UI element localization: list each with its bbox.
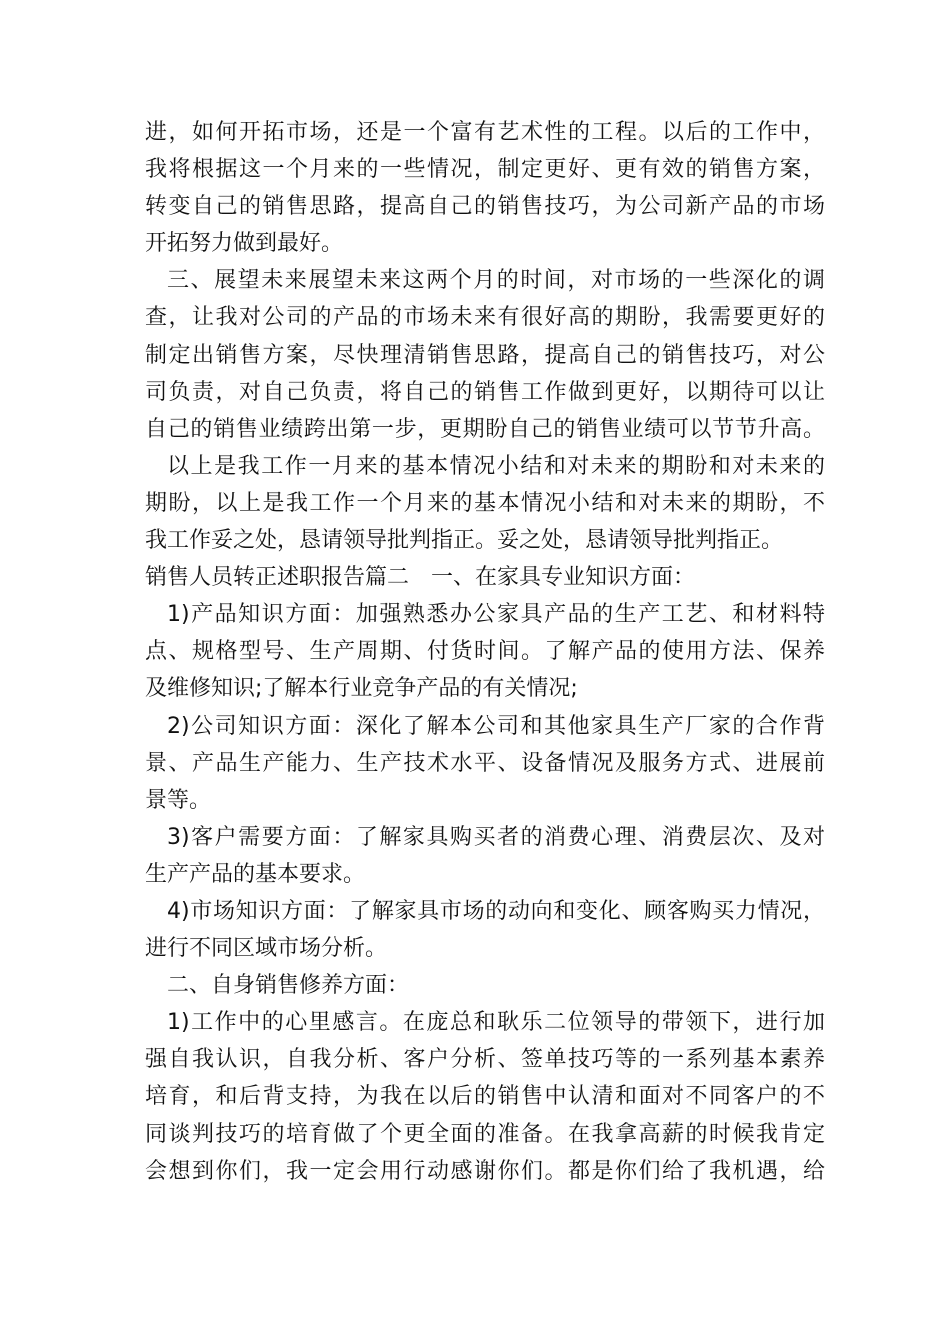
text-line: 2)公司知识方面：深化了解本公司和其他家具生产厂家的合作背 — [167, 713, 825, 739]
text-line: 4)市场知识方面：了解家具市场的动向和变化、顾客购买力情况， — [167, 898, 825, 924]
text-line: 景等。 — [145, 787, 212, 813]
text-line: 点、规格型号、生产周期、付货时间。了解产品的使用方法、保养 — [145, 639, 825, 665]
text-line: 我工作妥之处，恳请领导批判指正。妥之处，恳请领导批判指正。 — [145, 528, 784, 554]
text-line: 培育，和后背支持，为我在以后的销售中认清和面对不同客户的不 — [145, 1084, 825, 1110]
text-line: 制定出销售方案，尽快理清销售思路，提高自己的销售技巧，对公 — [145, 342, 825, 368]
text-line: 三、展望未来展望未来这两个月的时间，对市场的一些深化的调 — [167, 268, 825, 294]
text-line: 转变自己的销售思路，提高自己的销售技巧，为公司新产品的市场 — [145, 194, 825, 220]
text-line: 1)工作中的心里感言。在庞总和耿乐二位领导的带领下，进行加 — [167, 1010, 825, 1036]
text-line: 司负责，对自己负责，将自己的销售工作做到更好，以期待可以让 — [145, 379, 825, 405]
text-line: 3)客户需要方面：了解家具购买者的消费心理、消费层次、及对 — [167, 824, 825, 850]
text-line: 生产产品的基本要求。 — [145, 861, 366, 887]
document-page — [145, 114, 825, 1190]
text-line: 我将根据这一个月来的一些情况，制定更好、更有效的销售方案， — [145, 157, 825, 183]
text-line: 进，如何开拓市场，还是一个富有艺术性的工程。以后的工作中， — [145, 120, 825, 145]
text-line: 二、自身销售修养方面： — [167, 973, 410, 999]
text-line: 强自我认识，自我分析、客户分析、签单技巧等的一系列基本素养 — [145, 1047, 825, 1073]
text-line: 自己的销售业绩跨出第一步，更期盼自己的销售业绩可以节节升高。 — [145, 416, 825, 442]
text-line: 及维修知识;了解本行业竞争产品的有关情况; — [145, 676, 578, 702]
text-line: 期盼，以上是我工作一个月来的基本情况小结和对未来的期盼，不 — [145, 490, 825, 516]
text-line: 进行不同区域市场分析。 — [145, 936, 388, 962]
text-line: 景、产品生产能力、生产技术水平、设备情况及服务方式、进展前 — [145, 750, 825, 776]
text-line: 会想到你们，我一定会用行动感谢你们。都是你们给了我机遇，给 — [145, 1158, 825, 1184]
text-line: 查，让我对公司的产品的市场未来有很好高的期盼，我需要更好的 — [145, 305, 825, 331]
text-line: 以上是我工作一月来的基本情况小结和对未来的期盼和对未来的 — [167, 453, 825, 479]
text-line: 开拓努力做到最好。 — [145, 231, 344, 257]
text-line: 1)产品知识方面：加强熟悉办公家具产品的生产工艺、和材料特 — [167, 602, 825, 628]
text-line: 同谈判技巧的培育做了个更全面的准备。在我拿高薪的时候我肯定 — [145, 1121, 825, 1147]
text-line: 销售人员转正述职报告篇二 一、在家具专业知识方面： — [145, 565, 696, 591]
